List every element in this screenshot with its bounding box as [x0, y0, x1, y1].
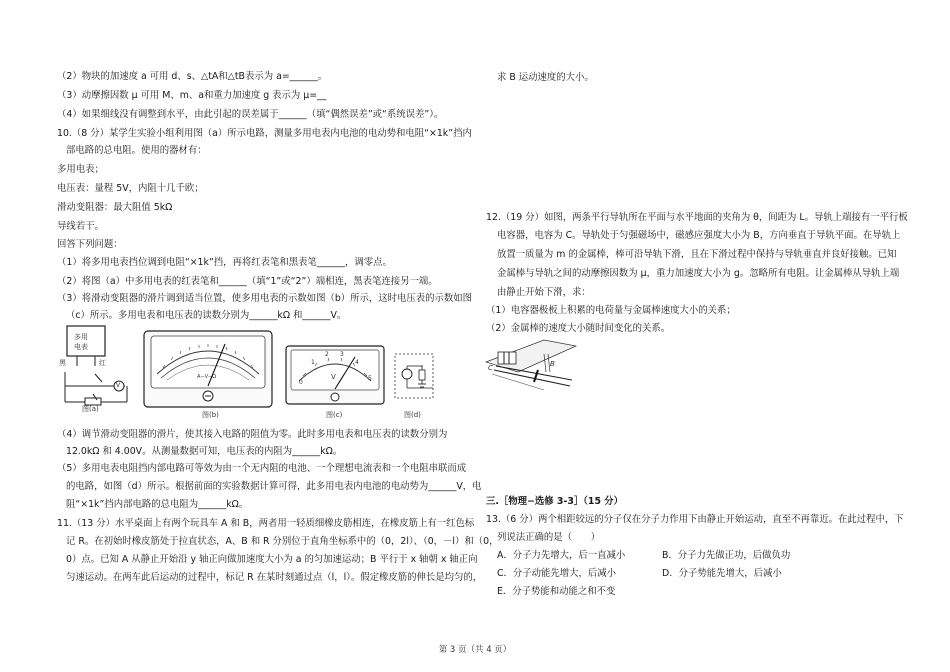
q12-line-1: 12.（19 分）如图，两条平行导轨所在平面与水平地面的夹角为 θ，间距为 L。导轨上端接有一平行板 [486, 212, 908, 223]
fig-a-black: 黑 [59, 359, 66, 367]
fig-a-label-1: 多用 [74, 333, 88, 341]
q10-stem-1: 10.（8 分）某学生实验小组利用图（a）所示电路，测量多用电表内电池的电动势和电阻“×1k”挡内 [57, 128, 472, 139]
q10-equip-2: 电压表：量程 5V，内阻十几千欧； [57, 183, 204, 194]
q12-part1: （1）电容器极板上积累的电荷量与金属棒速度大小的关系； [486, 305, 736, 316]
q12-line-4: 金属棒与导轨之间的动摩擦因数为 μ，重力加速度大小为 g。忽略所有电阻。让金属棒从导轨上端 [497, 268, 900, 279]
q11-tail: 求 B 运动速度的大小。 [497, 72, 594, 83]
fig-c-tick-5: 5 [368, 375, 372, 382]
q10-part5-3: 阻“×1k”挡内部电路的总电阻为______kΩ。 [66, 499, 249, 510]
q12-rails-figure [484, 336, 580, 392]
fig-c-unit: V [331, 373, 336, 381]
fig-b-unit: A−V−Ω [197, 374, 217, 380]
figure-d-equivalent-circuit [393, 352, 435, 402]
figure-b-multimeter [143, 330, 273, 408]
q9-part3: （3）动摩擦因数 μ 可用 M、m、a和重力加速度 g 表示为 μ=__ [57, 90, 327, 101]
q13-option-b: B．分子力先做正功，后做负功 [662, 550, 791, 561]
q13-stem-2: 列说法正确的是（ ） [497, 532, 601, 543]
figure-c-voltmeter [285, 345, 385, 405]
q9-part4: （4）如果细线没有调整到水平，由此引起的误差属于______（填“偶然误差”或“系统误差”）。 [57, 109, 444, 120]
q13-option-c: C．分子动能先增大，后减小 [497, 568, 617, 579]
fig-c-tick-4: 4 [355, 359, 359, 366]
q11-stem-3: 0）点。已知 A 从静止开始沿 y 轴正向做加速度大小为 a 的匀加速运动；B 平行于 x 轴朝 x 轴正向 [66, 554, 478, 565]
figure-d-caption: 图(d) [404, 411, 421, 419]
page-footer: 第 3 页（共 4 页） [438, 645, 512, 655]
figure-c-caption: 图(c) [326, 411, 343, 419]
q12-part2: （2）金属棒的速度大小随时间变化的关系。 [486, 323, 671, 334]
section-3-3-title: 三.［物理−选修 3-3］（15 分） [486, 496, 623, 507]
fig-c-tick-1: 1 [311, 359, 315, 366]
q11-stem-2: 记 R。在初始时橡皮筋处于拉直状态，A、B 和 R 分别位于直角坐标系中的（0，2l）、（0，－l）和（0， [66, 536, 499, 547]
figure-b-caption: 图(b) [202, 411, 219, 419]
fig-a-voltmeter: V [116, 382, 121, 389]
q10-part4-1: （4）调节滑动变阻器的滑片，使其接入电路的阻值为零。此时多用电表和电压表的读数分别为 [57, 429, 448, 440]
fig-c-tick-2: 2 [325, 351, 329, 358]
q13-option-d: D．分子势能先增大，后减小 [662, 568, 782, 579]
q10-equip-1: 多用电表； [57, 164, 104, 175]
q10-part3-2: （c）所示。多用电表和电压表的读数分别为______kΩ 和______V。 [66, 310, 347, 321]
q12-line-2: 电容器，电容为 C。导轨处于匀强磁场中，磁感应强度大小为 B，方向垂直于导轨平面。在导轨上 [497, 230, 901, 241]
q10-equip-4: 导线若干。 [57, 221, 104, 232]
q10-part2: （2）将图（a）中多用电表的红表笔和______（填“1”或“2”）端相连，黑表笔连接另一端。 [57, 276, 438, 287]
fig-a-label-2: 电表 [74, 343, 88, 351]
q12-fig-label-c: C [488, 364, 493, 372]
figure-a-caption: 图(a) [82, 405, 99, 413]
q10-part3-1: （3）将滑动变阻器的滑片调到适当位置，使多用电表的示数如图（b）所示，这时电压表的示数如图 [57, 293, 473, 304]
q10-stem-2: 部电路的总电阻。使用的器材有： [66, 145, 207, 156]
q10-part5-2: 的电路，如图（d）所示。根据前面的实验数据计算可得，此多用电表内电池的电动势为______V，电 [66, 481, 482, 492]
fig-c-tick-3: 3 [340, 351, 344, 358]
q10-part5-1: （5）多用电表电阻挡内部电路可等效为由一个无内阻的电池、一个理想电流表和一个电阻串联而成 [57, 463, 467, 474]
q10-answer-intro: 回答下列问题： [57, 239, 123, 250]
q12-line-5: 由静止开始下滑，求： [497, 287, 591, 298]
fig-a-red: 红 [99, 359, 106, 367]
q10-equip-3: 滑动变阻器：最大阻值 5kΩ [57, 202, 173, 213]
q11-stem-1: 11.（13 分）水平桌面上有两个玩具车 A 和 B，两者用一轻质细橡皮筋相连，在橡皮筋上有一红色标 [57, 518, 475, 529]
q13-stem-1: 13.（6 分）两个相距较远的分子仅在分子力作用下由静止开始运动，直至不再靠近。在此过程中，下 [486, 514, 904, 525]
q12-line-3: 放置一质量为 m 的金属棒，棒可沿导轨下滑，且在下滑过程中保持与导轨垂直并良好接触。已知 [497, 249, 897, 260]
q9-part2: （2）物块的加速度 a 可用 d、s、△tA和△tB表示为 a=______。 [57, 71, 328, 82]
q10-part4-2: 12.0kΩ 和 4.00V。从测量数据可知，电压表的内阻为______kΩ。 [66, 446, 343, 457]
figure-a-circuit [57, 322, 137, 412]
q12-fig-label-b: B [550, 360, 555, 368]
q10-part1: （1）将多用电表挡位调到电阻“×1k”挡，再将红表笔和黑表笔______，调零点。 [57, 257, 392, 268]
q13-option-a: A．分子力先增大，后一直减小 [497, 550, 626, 561]
q13-option-e: E．分子势能和动能之和不变 [497, 586, 616, 597]
q11-stem-4: 匀速运动。在两车此后运动的过程中，标记 R 在某时刻通过点（l，l）。假定橡皮筋的伸长是均匀的， [66, 572, 483, 583]
fig-c-tick-0: 0 [299, 379, 303, 386]
